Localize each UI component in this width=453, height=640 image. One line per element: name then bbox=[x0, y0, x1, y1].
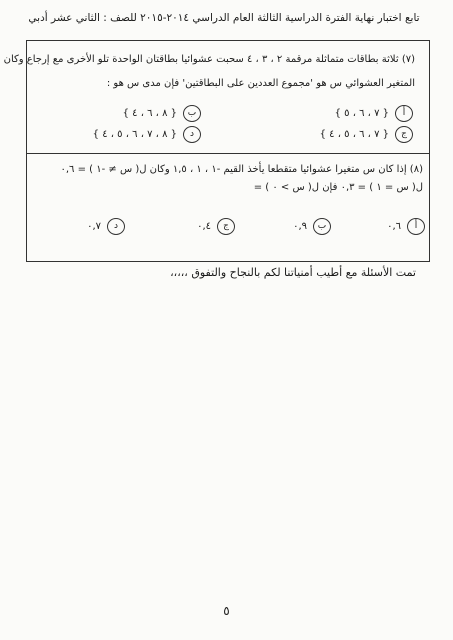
q7-option-a-letter: أ bbox=[395, 105, 413, 122]
q7-option-c[interactable] bbox=[320, 126, 413, 143]
q7-option-a-text: { ٧ ، ٦ ، ٥ } bbox=[334, 108, 389, 119]
q7-option-a[interactable] bbox=[335, 105, 413, 122]
q8-option-d-text: ٠,٧ bbox=[87, 221, 101, 232]
page-number: ٥ bbox=[223, 604, 230, 618]
q7-text-line1: (٧) ثلاثة بطاقات متماثلة مرقمة ٢ ، ٣ ، ٤ سحبت عشوائيا بطاقتان الواحدة تلو الأخرى مع إرجاع وكان bbox=[3, 54, 415, 65]
q7-option-b-letter: ب bbox=[183, 105, 201, 122]
q7-option-c-letter: ج bbox=[395, 126, 413, 143]
q7-option-b[interactable] bbox=[123, 105, 201, 122]
q7-text-line2: المتغير العشوائي س هو 'مجموع العددين على البطاقتين' فإن مدى س هو : bbox=[106, 78, 415, 89]
q8-option-d[interactable] bbox=[87, 218, 125, 235]
q8-option-a-letter: أ bbox=[407, 218, 425, 235]
q7-option-c-text: { ٧ ، ٦ ، ٥ ، ٤ } bbox=[319, 129, 389, 140]
closing-note: تمت الأسئلة مع أطيب أمنياتنا لكم بالنجاح والتفوق ،،،،، bbox=[170, 266, 416, 279]
q8-option-a-text: ٠,٦ bbox=[387, 221, 401, 232]
page-header: تابع اختبار نهاية الفترة الدراسية الثالثة العام الدراسي ٢٠١٤-٢٠١٥ للصف : الثاني عشر أدبي bbox=[28, 12, 420, 24]
q8-option-d-letter: د bbox=[107, 218, 125, 235]
q8-option-c[interactable] bbox=[197, 218, 235, 235]
q7-option-b-text: { ٨ ، ٦ ، ٤ } bbox=[122, 108, 177, 119]
q8-option-b-text: ٠,٩ bbox=[293, 221, 307, 232]
q8-option-c-text: ٠,٤ bbox=[197, 221, 211, 232]
q7-option-d-text: { ٨ ، ٧ ، ٦ ، ٥ ، ٤ } bbox=[92, 129, 177, 140]
q7-option-d[interactable] bbox=[93, 126, 201, 143]
q7-option-d-letter: د bbox=[183, 126, 201, 143]
q8-text-line2: ل( س = ١ ) = ٠,٣ فإن ل( س > ٠ ) = bbox=[253, 182, 423, 193]
q8-option-c-letter: ج bbox=[217, 218, 235, 235]
q8-option-b-letter: ب bbox=[313, 218, 331, 235]
question-divider bbox=[26, 153, 430, 154]
q8-text-line1: (٨) إذا كان س متغيرا عشوائيا متقطعا يأخذ القيم -١ ، ١ ، ١,٥ وكان ل( س ≠ -١ ) = ٠,٦ bbox=[60, 164, 423, 175]
q8-option-b[interactable] bbox=[293, 218, 331, 235]
q8-option-a[interactable] bbox=[387, 218, 425, 235]
